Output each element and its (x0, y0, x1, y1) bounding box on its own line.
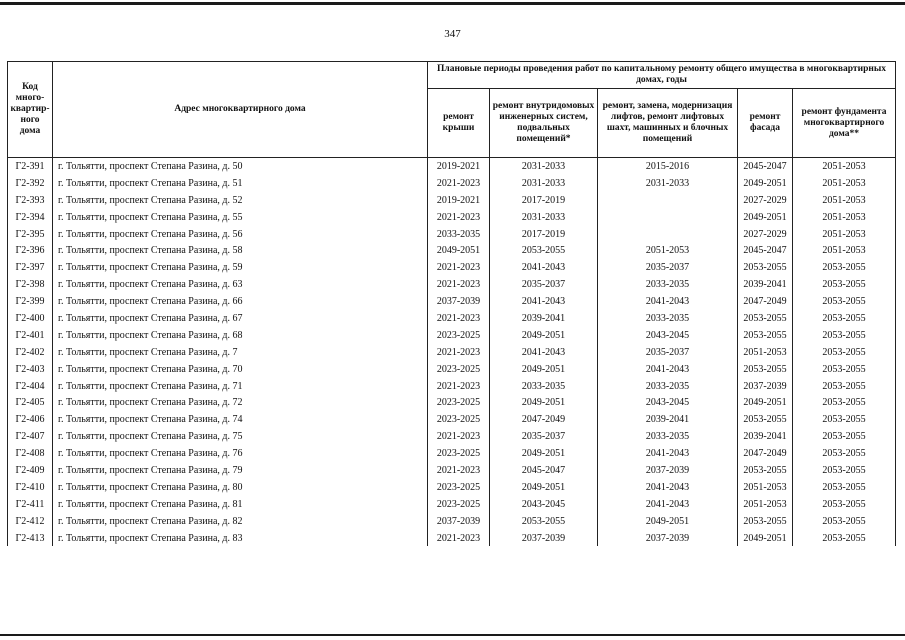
cell-code: Г2-399 (8, 293, 53, 310)
cell-lifts: 2043-2045 (598, 327, 738, 344)
cell-facade: 2047-2049 (738, 293, 793, 310)
table-row (8, 378, 896, 395)
cell-foundation: 2053-2055 (793, 259, 896, 276)
cell-roof: 2037-2039 (428, 513, 490, 530)
cell-roof: 2049-2051 (428, 242, 490, 259)
table-row (8, 462, 896, 479)
cell-address: г. Тольятти, проспект Степана Разина, д. 7 (53, 344, 428, 361)
table-row (8, 276, 896, 293)
cell-roof: 2021-2023 (428, 344, 490, 361)
cell-facade: 2053-2055 (738, 462, 793, 479)
cell-code: Г2-401 (8, 327, 53, 344)
cell-address: г. Тольятти, проспект Степана Разина, д. 72 (53, 394, 428, 411)
cell-facade: 2045-2047 (738, 242, 793, 259)
cell-systems: 2049-2051 (490, 361, 598, 378)
cell-address: г. Тольятти, проспект Степана Разина, д. 56 (53, 226, 428, 243)
cell-lifts: 2033-2035 (598, 310, 738, 327)
cell-code: Г2-391 (8, 158, 53, 175)
cell-systems: 2049-2051 (490, 327, 598, 344)
cell-systems: 2031-2033 (490, 209, 598, 226)
cell-foundation: 2051-2053 (793, 158, 896, 175)
cell-code: Г2-396 (8, 242, 53, 259)
cell-roof: 2021-2023 (428, 259, 490, 276)
cell-code: Г2-402 (8, 344, 53, 361)
cell-lifts: 2035-2037 (598, 344, 738, 361)
cell-foundation: 2053-2055 (793, 293, 896, 310)
cell-systems: 2017-2019 (490, 192, 598, 209)
cell-lifts: 2039-2041 (598, 411, 738, 428)
cell-roof: 2021-2023 (428, 276, 490, 293)
cell-roof: 2023-2025 (428, 361, 490, 378)
table-row (8, 428, 896, 445)
cell-address: г. Тольятти, проспект Степана Разина, д. 58 (53, 242, 428, 259)
cell-roof: 2023-2025 (428, 496, 490, 513)
cell-code: Г2-400 (8, 310, 53, 327)
cell-address: г. Тольятти, проспект Степана Разина, д. 80 (53, 479, 428, 496)
cell-lifts: 2041-2043 (598, 445, 738, 462)
cell-foundation: 2053-2055 (793, 361, 896, 378)
cell-roof: 2023-2025 (428, 394, 490, 411)
cell-facade: 2039-2041 (738, 428, 793, 445)
cell-foundation: 2053-2055 (793, 276, 896, 293)
cell-facade: 2027-2029 (738, 192, 793, 209)
header-roof: ремонт крыши (428, 89, 490, 158)
cell-systems: 2031-2033 (490, 175, 598, 192)
table-row (8, 158, 896, 175)
cell-facade: 2037-2039 (738, 378, 793, 395)
cell-lifts: 2037-2039 (598, 462, 738, 479)
table-row (8, 175, 896, 192)
cell-lifts: 2041-2043 (598, 361, 738, 378)
table-row (8, 327, 896, 344)
cell-systems: 2053-2055 (490, 513, 598, 530)
cell-address: г. Тольятти, проспект Степана Разина, д. 67 (53, 310, 428, 327)
cell-foundation: 2053-2055 (793, 530, 896, 547)
cell-foundation: 2051-2053 (793, 226, 896, 243)
cell-address: г. Тольятти, проспект Степана Разина, д. 79 (53, 462, 428, 479)
cell-address: г. Тольятти, проспект Степана Разина, д. 82 (53, 513, 428, 530)
cell-roof: 2021-2023 (428, 175, 490, 192)
cell-roof: 2023-2025 (428, 327, 490, 344)
cell-roof: 2019-2021 (428, 158, 490, 175)
cell-code: Г2-398 (8, 276, 53, 293)
cell-code: Г2-404 (8, 378, 53, 395)
cell-lifts (598, 226, 738, 243)
cell-code: Г2-395 (8, 226, 53, 243)
cell-address: г. Тольятти, проспект Степана Разина, д. 68 (53, 327, 428, 344)
header-code: Код много-квартир-ного дома (8, 62, 53, 158)
cell-code: Г2-405 (8, 394, 53, 411)
table-row (8, 209, 896, 226)
cell-address: г. Тольятти, проспект Степана Разина, д. 55 (53, 209, 428, 226)
cell-roof: 2033-2035 (428, 226, 490, 243)
cell-code: Г2-392 (8, 175, 53, 192)
cell-address: г. Тольятти, проспект Степана Разина, д. 76 (53, 445, 428, 462)
cell-lifts: 2041-2043 (598, 479, 738, 496)
cell-code: Г2-397 (8, 259, 53, 276)
cell-systems: 2049-2051 (490, 445, 598, 462)
cell-systems: 2017-2019 (490, 226, 598, 243)
cell-lifts: 2033-2035 (598, 276, 738, 293)
cell-systems: 2043-2045 (490, 496, 598, 513)
cell-foundation: 2053-2055 (793, 344, 896, 361)
cell-systems: 2041-2043 (490, 259, 598, 276)
cell-foundation: 2053-2055 (793, 479, 896, 496)
cell-facade: 2027-2029 (738, 226, 793, 243)
cell-facade: 2051-2053 (738, 496, 793, 513)
cell-lifts: 2033-2035 (598, 428, 738, 445)
cell-address: г. Тольятти, проспект Степана Разина, д. 66 (53, 293, 428, 310)
cell-systems: 2049-2051 (490, 479, 598, 496)
cell-lifts (598, 209, 738, 226)
cell-address: г. Тольятти, проспект Степана Разина, д. 63 (53, 276, 428, 293)
cell-systems: 2045-2047 (490, 462, 598, 479)
cell-facade: 2051-2053 (738, 479, 793, 496)
table-row (8, 445, 896, 462)
table-row (8, 293, 896, 310)
cell-facade: 2053-2055 (738, 411, 793, 428)
cell-roof: 2021-2023 (428, 378, 490, 395)
cell-address: г. Тольятти, проспект Степана Разина, д. 74 (53, 411, 428, 428)
cell-roof: 2037-2039 (428, 293, 490, 310)
cell-foundation: 2053-2055 (793, 394, 896, 411)
table-row (8, 479, 896, 496)
cell-roof: 2023-2025 (428, 479, 490, 496)
cell-address: г. Тольятти, проспект Степана Разина, д. 83 (53, 530, 428, 547)
cell-foundation: 2053-2055 (793, 513, 896, 530)
cell-facade: 2049-2051 (738, 530, 793, 547)
header-foundation: ремонт фундамента многоквартирного дома** (793, 89, 896, 158)
cell-lifts: 2051-2053 (598, 242, 738, 259)
cell-lifts: 2041-2043 (598, 293, 738, 310)
table-row (8, 411, 896, 428)
header-lifts: ремонт, замена, модернизация лифтов, ремонт лифтовых шахт, машинных и блочных помещений (598, 89, 738, 158)
cell-address: г. Тольятти, проспект Степана Разина, д. 70 (53, 361, 428, 378)
cell-address: г. Тольятти, проспект Степана Разина, д. 52 (53, 192, 428, 209)
table-row (8, 361, 896, 378)
cell-systems: 2033-2035 (490, 378, 598, 395)
cell-lifts: 2043-2045 (598, 394, 738, 411)
cell-facade: 2049-2051 (738, 175, 793, 192)
cell-roof: 2023-2025 (428, 445, 490, 462)
cell-systems: 2053-2055 (490, 242, 598, 259)
cell-address: г. Тольятти, проспект Степана Разина, д. 71 (53, 378, 428, 395)
cell-foundation: 2053-2055 (793, 327, 896, 344)
cell-roof: 2021-2023 (428, 428, 490, 445)
cell-facade: 2039-2041 (738, 276, 793, 293)
cell-foundation: 2051-2053 (793, 209, 896, 226)
cell-systems: 2037-2039 (490, 530, 598, 547)
table-row (8, 310, 896, 327)
cell-facade: 2045-2047 (738, 158, 793, 175)
cell-facade: 2053-2055 (738, 259, 793, 276)
header-periods: Плановые периоды проведения работ по капитальному ремонту общего имущества в многоквартирных домах, годы (428, 62, 896, 89)
header-address: Адрес многоквартирного дома (53, 62, 428, 158)
top-rule (0, 2, 905, 5)
cell-systems: 2039-2041 (490, 310, 598, 327)
cell-address: г. Тольятти, проспект Степана Разина, д. 50 (53, 158, 428, 175)
cell-address: г. Тольятти, проспект Степана Разина, д. 51 (53, 175, 428, 192)
cell-facade: 2053-2055 (738, 327, 793, 344)
cell-lifts: 2035-2037 (598, 259, 738, 276)
cell-address: г. Тольятти, проспект Степана Разина, д. 75 (53, 428, 428, 445)
cell-roof: 2019-2021 (428, 192, 490, 209)
cell-foundation: 2053-2055 (793, 411, 896, 428)
cell-foundation: 2053-2055 (793, 496, 896, 513)
cell-code: Г2-403 (8, 361, 53, 378)
cell-foundation: 2051-2053 (793, 175, 896, 192)
cell-roof: 2021-2023 (428, 310, 490, 327)
cell-foundation: 2053-2055 (793, 310, 896, 327)
cell-facade: 2049-2051 (738, 394, 793, 411)
cell-address: г. Тольятти, проспект Степана Разина, д. 59 (53, 259, 428, 276)
header-facade: ремонт фасада (738, 89, 793, 158)
cell-foundation: 2053-2055 (793, 445, 896, 462)
cell-foundation: 2051-2053 (793, 242, 896, 259)
cell-facade: 2047-2049 (738, 445, 793, 462)
bottom-rule (0, 634, 905, 636)
cell-systems: 2049-2051 (490, 394, 598, 411)
cell-roof: 2021-2023 (428, 462, 490, 479)
table-body (8, 158, 896, 547)
cell-systems: 2041-2043 (490, 293, 598, 310)
table-header (8, 62, 896, 158)
cell-code: Г2-410 (8, 479, 53, 496)
cell-facade: 2051-2053 (738, 344, 793, 361)
cell-systems: 2047-2049 (490, 411, 598, 428)
cell-lifts: 2031-2033 (598, 175, 738, 192)
cell-code: Г2-407 (8, 428, 53, 445)
cell-roof: 2023-2025 (428, 411, 490, 428)
cell-code: Г2-409 (8, 462, 53, 479)
cell-facade: 2053-2055 (738, 310, 793, 327)
cell-code: Г2-393 (8, 192, 53, 209)
cell-foundation: 2051-2053 (793, 192, 896, 209)
header-systems: ремонт внутридомовых инженерных систем, подвальных помещений* (490, 89, 598, 158)
cell-lifts: 2033-2035 (598, 378, 738, 395)
cell-systems: 2035-2037 (490, 428, 598, 445)
cell-facade: 2049-2051 (738, 209, 793, 226)
table-row (8, 226, 896, 243)
table-row (8, 513, 896, 530)
table-row (8, 530, 896, 547)
cell-code: Г2-411 (8, 496, 53, 513)
cell-lifts: 2049-2051 (598, 513, 738, 530)
table-row (8, 242, 896, 259)
table-row (8, 394, 896, 411)
cell-systems: 2035-2037 (490, 276, 598, 293)
cell-lifts (598, 192, 738, 209)
cell-code: Г2-406 (8, 411, 53, 428)
cell-lifts: 2015-2016 (598, 158, 738, 175)
cell-systems: 2031-2033 (490, 158, 598, 175)
cell-code: Г2-413 (8, 530, 53, 547)
cell-facade: 2053-2055 (738, 513, 793, 530)
table-row (8, 344, 896, 361)
cell-foundation: 2053-2055 (793, 462, 896, 479)
cell-foundation: 2053-2055 (793, 428, 896, 445)
table-row (8, 259, 896, 276)
repair-schedule-table (7, 61, 896, 546)
cell-facade: 2053-2055 (738, 361, 793, 378)
table-row (8, 192, 896, 209)
cell-address: г. Тольятти, проспект Степана Разина, д. 81 (53, 496, 428, 513)
cell-lifts: 2041-2043 (598, 496, 738, 513)
cell-systems: 2041-2043 (490, 344, 598, 361)
cell-lifts: 2037-2039 (598, 530, 738, 547)
cell-roof: 2021-2023 (428, 209, 490, 226)
cell-code: Г2-394 (8, 209, 53, 226)
cell-foundation: 2053-2055 (793, 378, 896, 395)
cell-code: Г2-412 (8, 513, 53, 530)
table-row (8, 496, 896, 513)
page-number: 347 (444, 28, 461, 40)
cell-code: Г2-408 (8, 445, 53, 462)
cell-roof: 2021-2023 (428, 530, 490, 547)
